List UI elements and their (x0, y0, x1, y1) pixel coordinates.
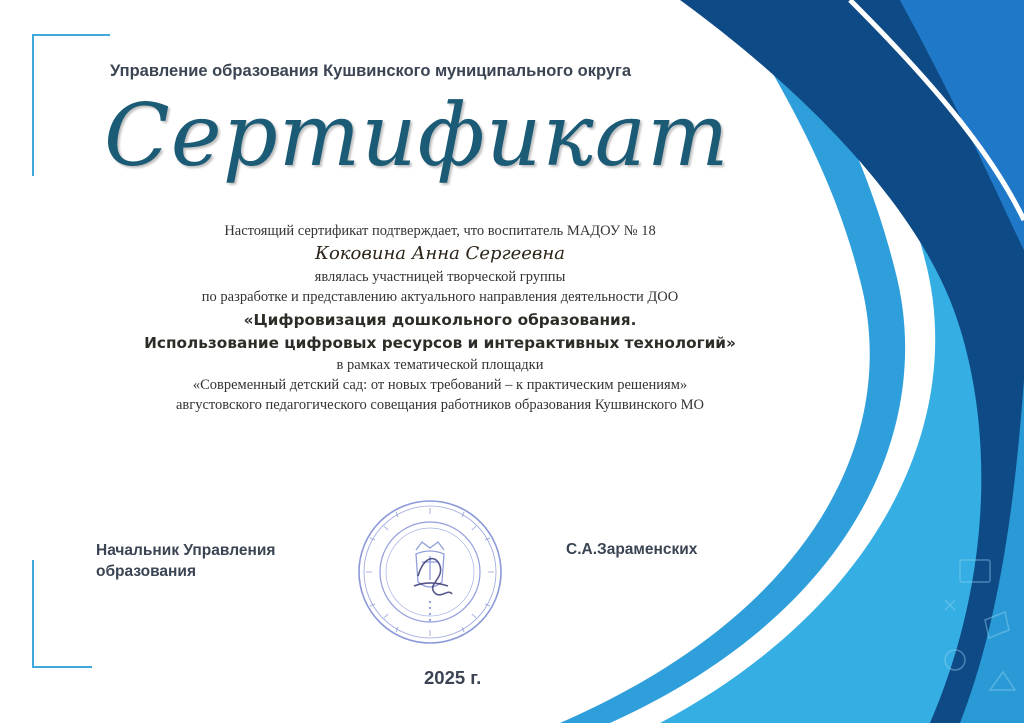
topic-line-2: Использование цифровых ресурсов и интерактивных технологий» (144, 334, 736, 352)
frame-corner-top-left (32, 34, 110, 176)
signatory-position (96, 540, 275, 582)
certificate-title: Сертификат (104, 86, 730, 186)
participation-line-1: являлась участницей творческой группы (314, 269, 566, 285)
certificate-year: 2025 г. (424, 667, 482, 688)
event-line-3: августовского педагогического совещания работников образования Кушвинского МО (175, 397, 705, 413)
recipient-name: Коковина Анна Сергеевна (315, 243, 565, 264)
confirmation-line: Настоящий сертификат подтверждает, что воспитатель МАДОУ № 18 (224, 223, 656, 239)
event-line-1: в рамках тематической площадки (336, 357, 544, 373)
certificate-body (0, 222, 880, 415)
signatory-position-line-2: образования (96, 563, 196, 580)
organization-name: Управление образования Кушвинского муниципального округа (110, 62, 632, 80)
topic-line-1: «Цифровизация дошкольного образования. (243, 311, 637, 329)
frame-corner-bottom-left (32, 560, 92, 668)
official-stamp (356, 498, 504, 646)
event-line-2: «Современный детский сад: от новых требований – к практическим решениям» (192, 377, 688, 393)
participation-line-2: по разработке и представлению актуального направления деятельности ДОО (201, 289, 679, 305)
signatory-name: С.А.Зараменских (566, 541, 698, 558)
signatory-position-line-1: Начальник Управления (96, 542, 276, 559)
